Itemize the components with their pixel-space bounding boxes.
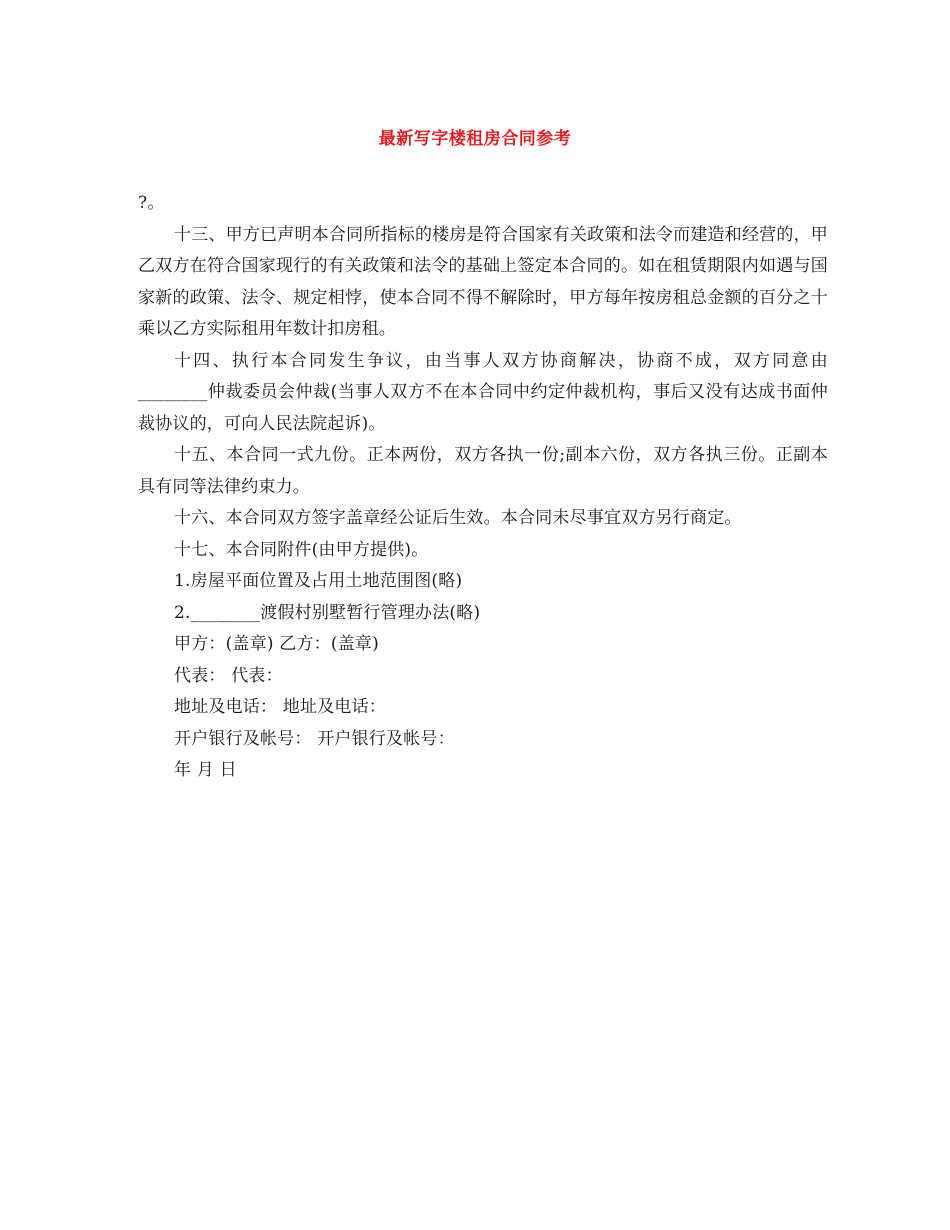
- paragraph-fragment: ?。: [138, 193, 165, 213]
- paragraph-clause-15: 十五、本合同一式九份。正本两份，双方各执一份;副本六份，双方各执三份。正副本具有同等法律约束力。: [138, 445, 828, 497]
- paragraph-attachment-2: 2.________渡假村别墅暂行管理办法(略): [174, 602, 481, 623]
- signature-date-line: 年 月 日: [174, 760, 237, 780]
- signature-address-line: 地址及电话： 地址及电话：: [174, 697, 387, 717]
- signature-bank-line: 开户银行及帐号： 开户银行及帐号：: [174, 728, 455, 749]
- paragraph-clause-16: 十六、本合同双方签字盖章经公证后生效。本合同未尽事宜双方另行商定。: [174, 508, 742, 528]
- paragraph-clause-13: 十三、甲方已声明本合同所指标的楼房是符合国家有关政策和法令而建造和经营的，甲乙双方在符合国家现行的有关政策和法令的基础上签定本合同的。如在租赁期限内如遇与国家新的政策、法令、规定相悖，使本合同不得不解除时，甲方每年按房租总金额的百分之十乘以乙方实际租用年数计扣房租。: [138, 224, 828, 339]
- document-body: [138, 188, 828, 787]
- signature-representative-line: 代表： 代表：: [174, 665, 283, 686]
- document-title: 最新写字楼租房合同参考: [378, 129, 572, 149]
- paragraph-attachment-1: 1.房屋平面位置及占用土地范围图(略): [174, 571, 463, 591]
- signature-party-line: 甲方：(盖章) 乙方：(盖章): [174, 634, 379, 654]
- paragraph-clause-14: 十四、执行本合同发生争议，由当事人双方协商解决，协商不成，双方同意由________仲裁委员会仲裁(当事人双方不在本合同中约定仲裁机构，事后又没有达成书面仲裁协议的，可向人民法院起诉)。: [138, 350, 828, 434]
- paragraph-clause-17: 十七、本合同附件(由甲方提供)。: [174, 539, 429, 560]
